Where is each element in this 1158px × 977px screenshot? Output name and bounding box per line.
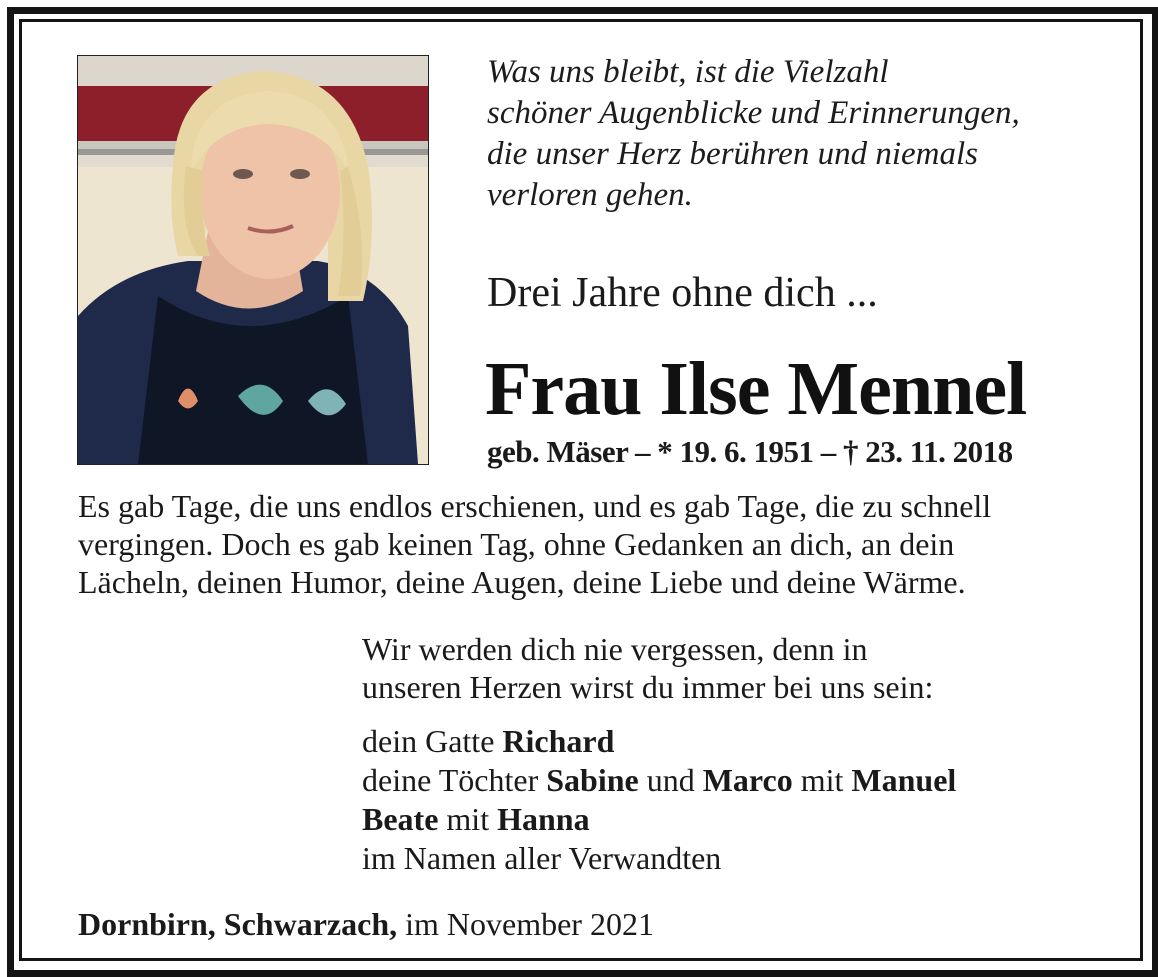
mourner-name: Richard xyxy=(502,723,615,759)
mourner-line-daughters xyxy=(362,761,956,800)
closing-line: Wir werden dich nie vergessen, denn in xyxy=(362,631,868,667)
portrait-photo xyxy=(77,55,429,465)
quote-line: Was uns bleibt, ist die Vielzahl xyxy=(487,54,889,90)
place-date: im November 2021 xyxy=(397,906,654,942)
body-line: Es gab Tage, die uns endlos erschienen, und es gab Tage, die zu schnell xyxy=(78,488,992,524)
quote-line: verloren gehen. xyxy=(487,177,693,213)
mourner-name: Hanna xyxy=(497,801,590,837)
mourner-name: Manuel xyxy=(851,762,957,798)
body-line: vergingen. Doch es gab keinen Tag, ohne Gedanken an dich, an dein xyxy=(78,526,955,562)
portrait-illustration xyxy=(78,56,428,464)
connector-text: mit xyxy=(792,762,852,798)
mourner-line-beate xyxy=(362,800,956,839)
mourner-name: Sabine xyxy=(546,762,639,798)
closing-text xyxy=(362,630,933,706)
connector-text: mit xyxy=(438,801,498,837)
mourner-name: Marco xyxy=(702,762,793,798)
mourners-list xyxy=(362,722,956,878)
deceased-name: Frau Ilse Mennel xyxy=(485,347,1027,431)
life-dates: geb. Mäser – * 19. 6. 1951 – † 23. 11. 2018 xyxy=(487,434,1013,469)
intro-line: Drei Jahre ohne dich ... xyxy=(487,270,878,316)
memorial-text xyxy=(78,487,1138,601)
closing-line: unseren Herzen wirst du immer bei uns sein: xyxy=(362,669,934,705)
quote-line: schöner Augenblicke und Erinnerungen, xyxy=(487,95,1020,131)
place-towns: Dornbirn, Schwarzach, xyxy=(78,906,398,942)
memorial-quote xyxy=(487,52,1127,216)
mourner-name: Beate xyxy=(362,801,439,837)
relation-text: deine Töchter xyxy=(362,762,547,798)
relation-text: dein Gatte xyxy=(362,723,503,759)
mourner-line-spouse xyxy=(362,722,956,761)
body-line: Lächeln, deinen Humor, deine Augen, deine Liebe und deine Wärme. xyxy=(78,564,966,600)
connector-text: und xyxy=(638,762,703,798)
place-and-date xyxy=(78,904,654,944)
mourner-line-relatives: im Namen aller Verwandten xyxy=(362,840,722,876)
quote-line: die unser Herz berühren und niemals xyxy=(487,136,978,172)
